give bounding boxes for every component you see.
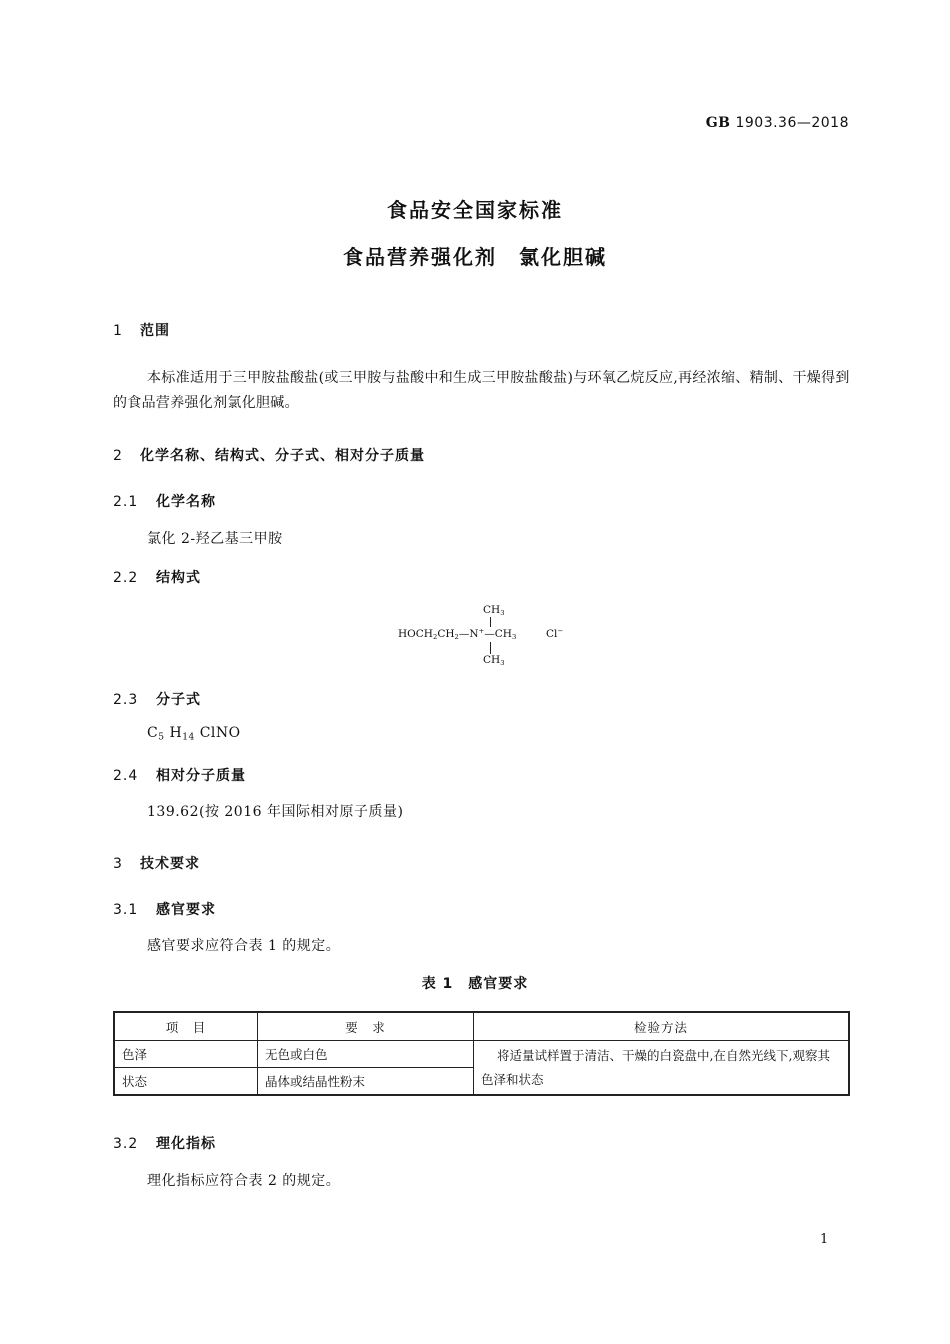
section-2-1-heading bbox=[113, 491, 216, 511]
table-header-method: 检验方法 bbox=[474, 1012, 850, 1041]
table-cell-item: 色泽 bbox=[114, 1041, 258, 1068]
formula-subscript: 5 bbox=[158, 732, 165, 743]
section-title: 化学名称 bbox=[156, 494, 216, 510]
formula-rest: ClNO bbox=[199, 725, 241, 741]
standard-prefix: GB bbox=[705, 115, 731, 131]
section-title: 范围 bbox=[140, 323, 170, 339]
table-cell-requirement: 晶体或结晶性粉末 bbox=[258, 1068, 474, 1096]
section-title: 感官要求 bbox=[156, 902, 216, 918]
section-number: 2 bbox=[113, 448, 123, 464]
section-title: 分子式 bbox=[156, 692, 201, 708]
standard-number: 1903.36—2018 bbox=[735, 115, 849, 131]
molecular-formula bbox=[147, 725, 241, 743]
section-2-2-heading bbox=[113, 567, 201, 587]
sensory-requirement-text: 感官要求应符合表 1 的规定。 bbox=[147, 938, 341, 954]
section-number: 1 bbox=[113, 323, 123, 339]
chemical-name: 氯化 2-羟乙基三甲胺 bbox=[147, 531, 283, 547]
section-2-4-heading bbox=[113, 765, 246, 785]
document-subtitle: 食品营养强化剂 氯化胆碱 bbox=[343, 245, 607, 269]
page-number: 1 bbox=[820, 1232, 829, 1247]
section-2-3-heading bbox=[113, 689, 201, 709]
formula-element-c: C bbox=[147, 725, 159, 741]
section-2-heading bbox=[113, 445, 425, 465]
table-cell-item: 状态 bbox=[114, 1068, 258, 1096]
section-title: 理化指标 bbox=[156, 1136, 216, 1152]
document-title: 食品安全国家标准 bbox=[387, 198, 563, 222]
section-number: 2.4 bbox=[113, 768, 139, 784]
table-header-item: 项 目 bbox=[114, 1012, 258, 1041]
table-header-requirement: 要 求 bbox=[258, 1012, 474, 1041]
section-title: 相对分子质量 bbox=[156, 768, 246, 784]
formula-element-h: H bbox=[169, 725, 183, 741]
formula-subscript: 14 bbox=[182, 732, 195, 743]
section-number: 3 bbox=[113, 856, 123, 872]
standard-code bbox=[706, 115, 849, 131]
section-1-paragraph: 本标准适用于三甲胺盐酸盐(或三甲胺与盐酸中和生成三甲胺盐酸盐)与环氧乙烷反应,再经浓缩、精制、干燥得到的食品营养强化剂氯化胆碱。 bbox=[113, 370, 850, 411]
formula-top-bond bbox=[490, 617, 491, 627]
section-number: 2.1 bbox=[113, 494, 139, 510]
formula-chain: $HOCH_2CH_2—N^+—CH_3$ bbox=[398, 627, 517, 641]
physicochemical-requirement-text: 理化指标应符合表 2 的规定。 bbox=[147, 1173, 341, 1189]
sensory-requirements-table bbox=[113, 1011, 850, 1096]
section-title: 结构式 bbox=[156, 570, 201, 586]
section-3-2-heading bbox=[113, 1133, 216, 1153]
table-cell-method: 将适量试样置于清洁、干燥的白瓷盘中,在自然光线下,观察其色泽和状态 bbox=[474, 1041, 850, 1096]
formula-anion: Cl− bbox=[546, 627, 564, 640]
section-title: 化学名称、结构式、分子式、相对分子质量 bbox=[140, 448, 425, 464]
formula-bottom-bond bbox=[490, 642, 491, 654]
table-row bbox=[114, 1041, 849, 1068]
formula-top-group: $CH_3$ bbox=[483, 604, 505, 618]
section-number: 2.2 bbox=[113, 570, 139, 586]
table-header-row bbox=[114, 1012, 849, 1041]
section-number: 2.3 bbox=[113, 692, 139, 708]
section-3-heading bbox=[113, 853, 200, 873]
section-title: 技术要求 bbox=[140, 856, 200, 872]
molecular-mass: 139.62(按 2016 年国际相对原子质量) bbox=[147, 804, 404, 820]
formula-bottom-group: $CH_3$ bbox=[483, 654, 505, 668]
table-1-caption: 表 1 感官要求 bbox=[421, 976, 529, 992]
section-1-heading bbox=[113, 320, 170, 340]
section-number: 3.2 bbox=[113, 1136, 139, 1152]
section-3-1-heading bbox=[113, 899, 216, 919]
section-number: 3.1 bbox=[113, 902, 139, 918]
structural-formula bbox=[398, 600, 598, 672]
table-cell-requirement: 无色或白色 bbox=[258, 1041, 474, 1068]
